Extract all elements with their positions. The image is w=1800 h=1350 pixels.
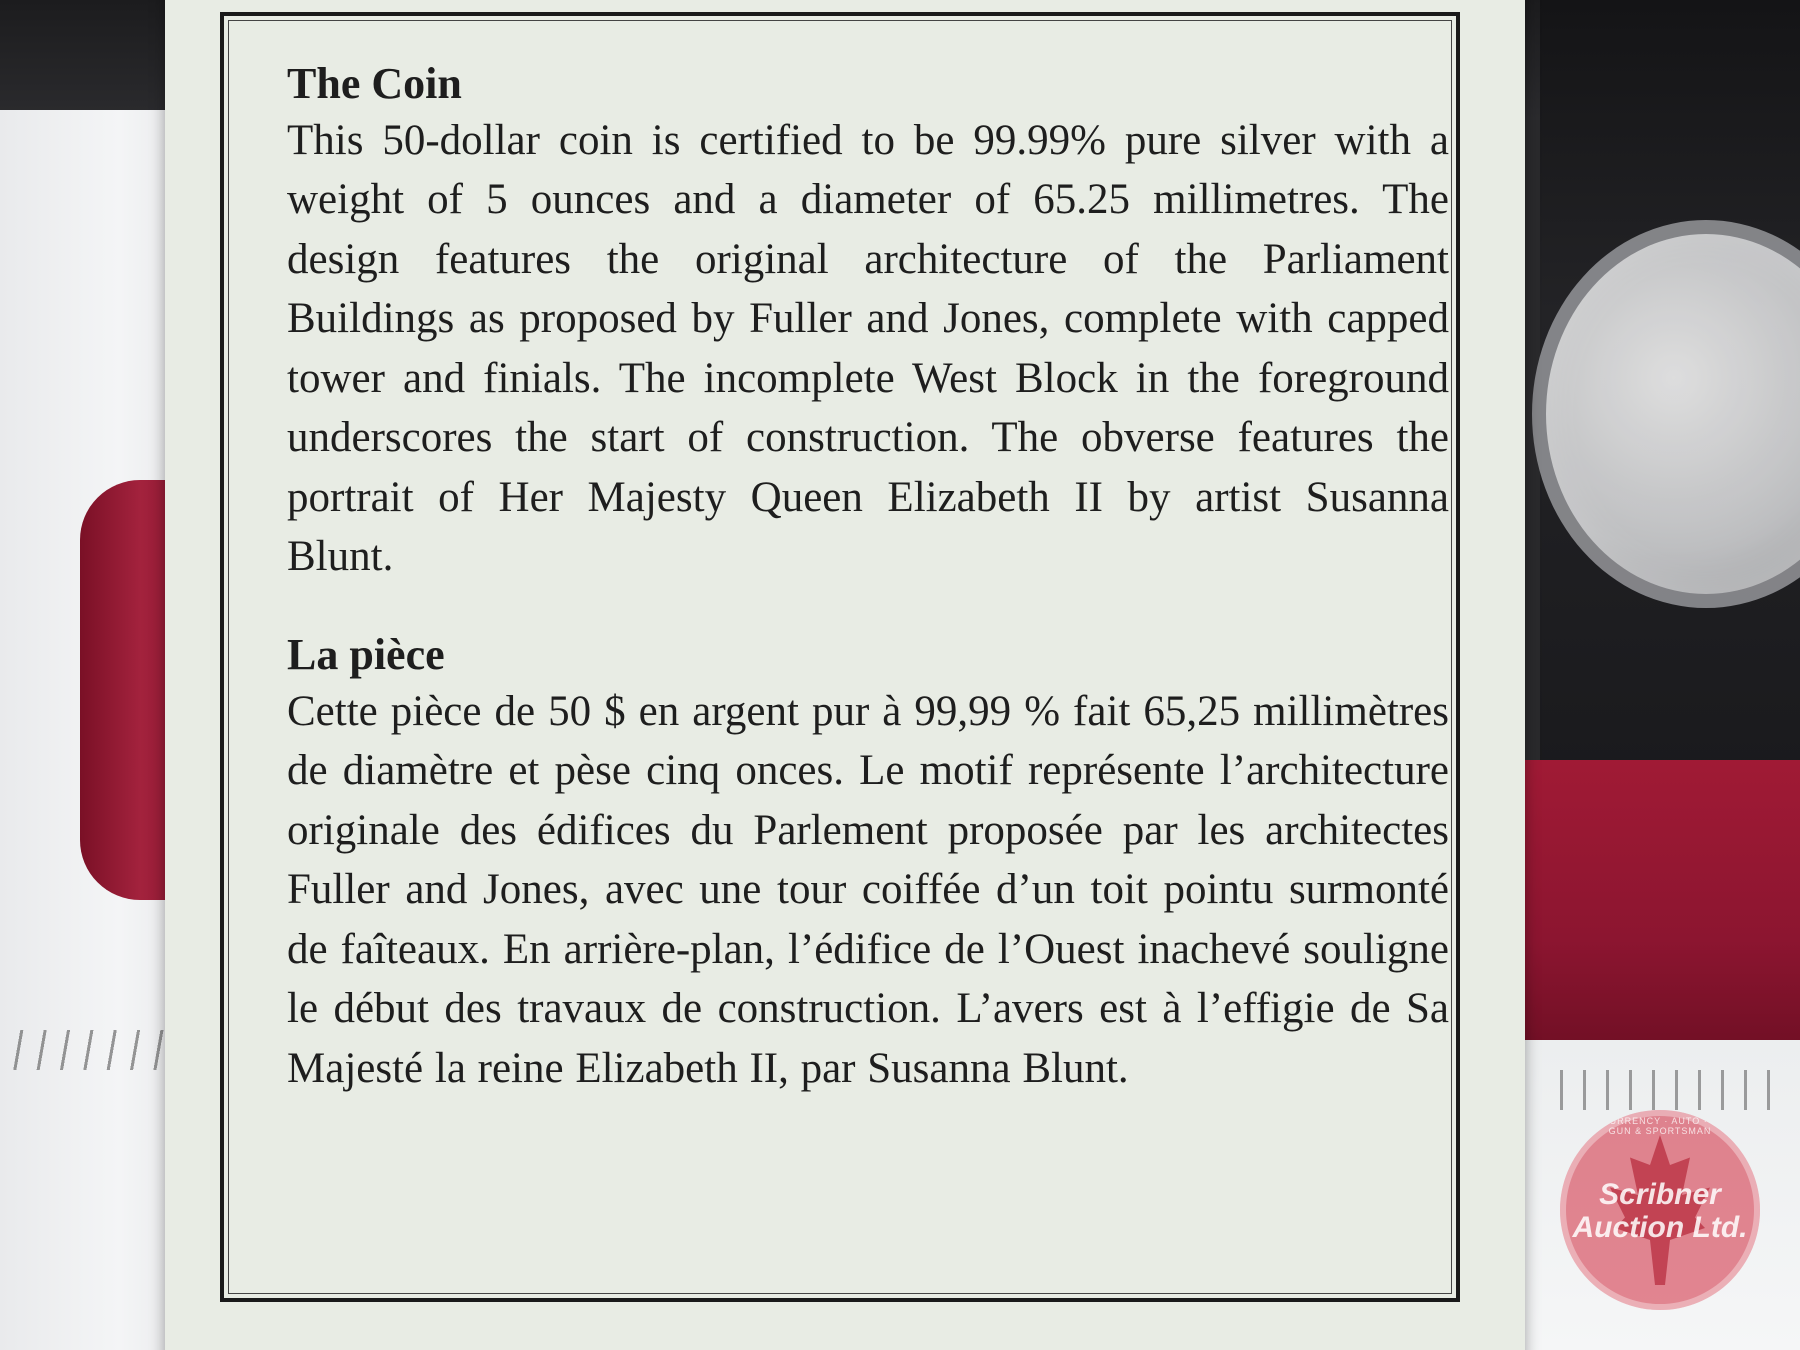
background-red-box-right [1520,760,1800,1060]
ruler-left [0,1030,180,1070]
french-heading: La pièce [287,629,445,679]
logo-ring-text: COIN & CURRENCY · AUTO · ESTATE · GUN & SPORTSMAN [1561,1116,1759,1136]
card-content [287,58,1449,1098]
scribner-auction-watermark-logo [1560,1110,1760,1310]
ruler-right [1540,1070,1780,1110]
french-paragraph: Cette pièce de 50 $ en argent pur à 99,99 % fait 65,25 millimètres de diamètre et pèse cinq onces. Le motif représente l’architecture originale des édifices du Parlement proposée par les architectes Fuller and Jones, avec une tour coiffée d’un toit pointu surmonté de faîteaux. En arrière-plan, l’édifice de l’Ouest inachevé souligne le début des travaux de construction. L’avers est à l’effigie de Sa Majesté la reine Elizabeth II, par Susanna Blunt. [287,687,1449,1092]
certificate-card [165,0,1525,1350]
english-heading: The Coin [287,59,462,108]
logo-text-line2: Auction Ltd. [1572,1211,1748,1244]
section-english [287,58,1449,587]
section-french [287,629,1449,1098]
english-paragraph: This 50-dollar coin is certified to be 99.99% pure silver with a weight of 5 ounces and a diameter of 65.25 millimetres. The design features the original architecture of the Parliament Buildings as proposed by Fuller and Jones, complete with capped tower and finials. The incomplete West Block in the foreground underscores the start of construction. The obverse features the portrait of Her Majesty Queen Elizabeth II by artist Susanna Blunt. [287,116,1449,581]
logo-text-line1: Scribner [1599,1178,1721,1211]
